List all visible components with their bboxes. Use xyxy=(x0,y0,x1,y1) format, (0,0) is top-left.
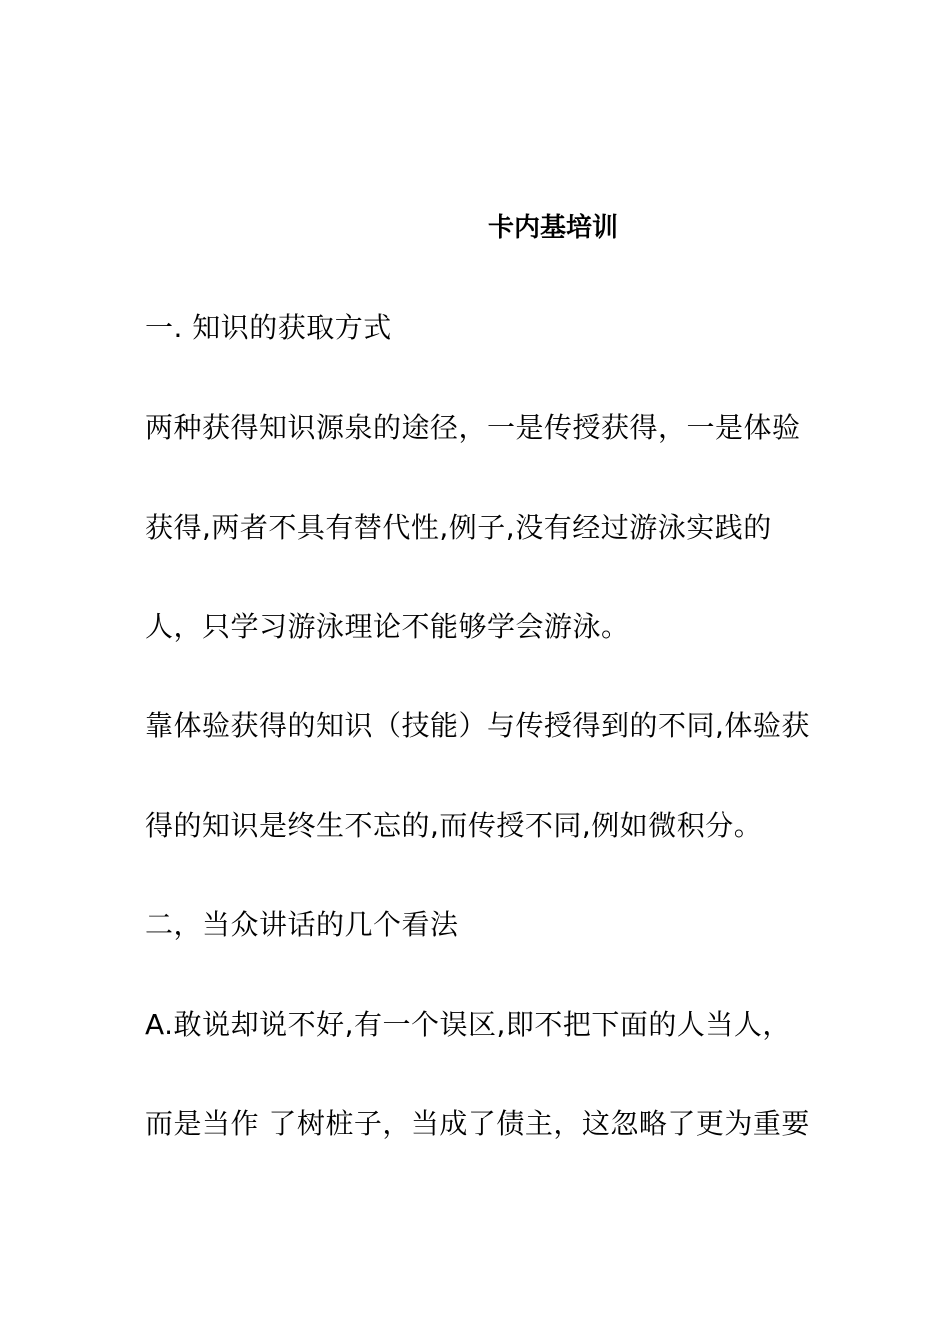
document-title: 卡内基培训 xyxy=(488,213,619,243)
paragraph-line: 人，只学习游泳理论不能够学会游泳。 xyxy=(145,610,630,643)
paragraph-line: 两种获得知识源泉的途径，一是传授获得，一是体验 xyxy=(145,411,801,444)
section-heading-1: 一. 知识的获取方式 xyxy=(145,311,392,344)
paragraph-line: 得的知识是终生不忘的,而传授不同,例如微积分。 xyxy=(145,809,763,842)
paragraph-line: 靠体验获得的知识（技能）与传授得到的不同,体验获 xyxy=(145,709,810,742)
section-heading-2: 二，当众讲话的几个看法 xyxy=(145,908,459,941)
paragraph-line: 获得,两者不具有替代性,例子,没有经过游泳实践的 xyxy=(145,511,772,544)
paragraph-line: 而是当作 了树桩子，当成了债主，这忽略了更为重要 xyxy=(145,1107,810,1140)
paragraph-line: A.敢说却说不好,有一个误区,即不把下面的人当人， xyxy=(145,1008,791,1041)
